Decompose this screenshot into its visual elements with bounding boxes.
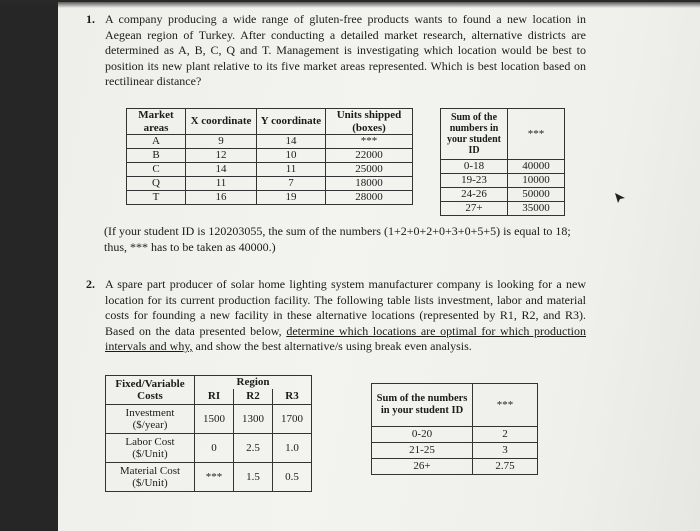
cell: 22000 [326,149,413,163]
cell: 2.75 [473,459,538,475]
col-r2: R2 [234,389,273,405]
question-2-underlined: determine which locations are optimal for which production intervals and why, [105,323,587,353]
cell: 40000 [508,160,565,174]
table-row [106,434,312,463]
student-id-table-2 [371,383,538,475]
table-row [441,202,565,216]
cell: 0.5 [273,463,312,492]
cell: A [127,135,186,149]
cell: 11 [186,177,257,191]
cell: 35000 [508,202,565,216]
table-header-row [106,376,312,389]
cell: 3 [473,443,538,459]
col-market-areas: Market areas [127,109,186,135]
table-row [127,135,413,149]
id-header-value: *** [508,109,565,160]
table-row [441,160,565,174]
id-header: Sum of the numbers in your student ID [441,109,508,160]
cell: 25000 [326,163,413,177]
cell: *** [195,463,234,492]
col-x-coordinate: X coordinate [186,109,257,135]
cell: 28000 [326,191,413,205]
cell: 1700 [273,405,312,434]
cell: T [127,191,186,205]
cell: 19-23 [441,174,508,188]
table-row [106,463,312,492]
question-1-note: (If your student ID is 120203055, the sum of the numbers (1+2+0+2+0+3+0+5+5) is equal to 18; thus, *** has to be taken as 40000.) [104,224,571,254]
id-header-value: *** [473,384,538,427]
table-row [127,149,413,163]
table-row [127,191,413,205]
cell: 27+ [441,202,508,216]
col-units-shipped: Units shipped (boxes) [326,109,413,135]
col-r1: RI [195,389,234,405]
cell: 2.5 [234,434,273,463]
table-row [441,174,565,188]
table-row [127,177,413,191]
cell: 14 [257,135,326,149]
cell: 0 [195,434,234,463]
question-2-number: 2. [86,277,95,291]
id-header: Sum of the numbers in your student ID [372,384,473,427]
question-1 [86,12,586,90]
table-header-row [441,109,565,160]
question-2-text-b: and show the best alternative/s using break even analysis. [192,339,472,353]
top-shadow [0,0,700,8]
cell: 1300 [234,405,273,434]
question-2 [86,277,586,355]
region-header: Region [195,376,312,389]
cell: 16 [186,191,257,205]
row-label: Material Cost ($/Unit) [106,463,195,492]
row-label: Investment ($/year) [106,405,195,434]
cell: 10 [257,149,326,163]
question-2-text [105,277,586,355]
cursor-arrow-icon [614,192,626,204]
question-2-text-a: A spare part producer of solar home lighting system manufacturer company is looking for a new location for its current production facility. The following table lists investment, labor and material costs for founding a new facility in these alternative locations (represented by R1, R2, and R3). Based on the data presented below, [105,277,586,338]
col-r3: R3 [273,389,312,405]
cell: 14 [186,163,257,177]
question-1-number: 1. [86,12,95,26]
question-1-text: A company producing a wide range of gluten-free products wants to found a new location in Aegean region of Turkey. After conducting a detailed market research, alternative districts are determined as A, B, C, Q and T. Management is investigating which location would be best to position its new plant relative to its five market areas represented. Which is best location based on rectilinear distance? [105,12,586,88]
row-label: Labor Cost ($/Unit) [106,434,195,463]
cell: B [127,149,186,163]
cell: 19 [257,191,326,205]
cell: 26+ [372,459,473,475]
cell: 21-25 [372,443,473,459]
table-row [441,188,565,202]
cell: 7 [257,177,326,191]
cell: 9 [186,135,257,149]
cell: 12 [186,149,257,163]
cell: 10000 [508,174,565,188]
cell: 11 [257,163,326,177]
table-header-row [127,109,413,135]
table-header-row [372,384,538,427]
table-row [372,443,538,459]
cell: 0-20 [372,427,473,443]
table-row [127,163,413,177]
table-row [372,427,538,443]
cell: Q [127,177,186,191]
cell: *** [326,135,413,149]
table-row [372,459,538,475]
col-cost-type: Fixed/Variable Costs [106,376,195,405]
costs-table [105,375,312,492]
cell: 50000 [508,188,565,202]
cell: 1.5 [234,463,273,492]
cell: 24-26 [441,188,508,202]
cell: 0-18 [441,160,508,174]
cell: 1.0 [273,434,312,463]
market-areas-table [126,108,413,205]
cell: C [127,163,186,177]
cell: 18000 [326,177,413,191]
col-y-coordinate: Y coordinate [257,109,326,135]
student-id-table-1 [440,108,565,216]
cell: 1500 [195,405,234,434]
table-row [106,405,312,434]
cell: 2 [473,427,538,443]
